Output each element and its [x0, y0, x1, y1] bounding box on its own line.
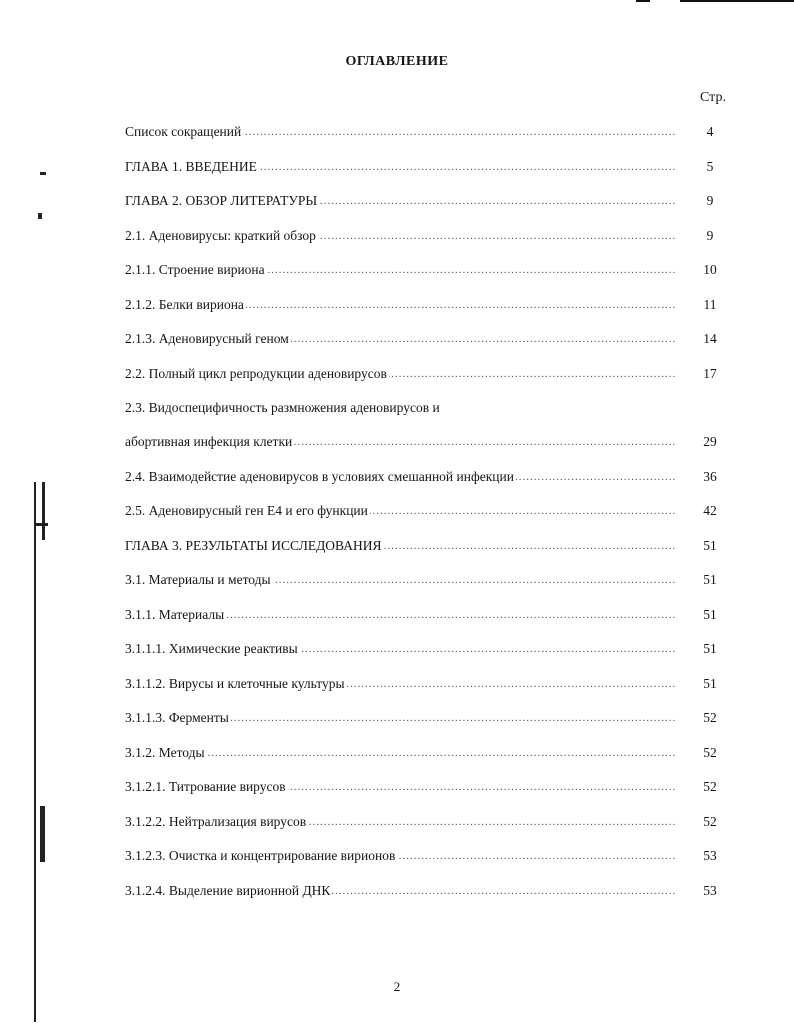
toc-entry[interactable]: [125, 295, 725, 315]
page-column-header: Стр.: [700, 90, 726, 105]
page-title: ОГЛАВЛЕНИЕ: [345, 54, 449, 69]
toc-entry[interactable]: [125, 122, 725, 142]
toc-entry-label: ГЛАВА 1. ВВЕДЕНИЕ: [125, 157, 259, 177]
toc-entry[interactable]: [125, 467, 725, 487]
toc-entry[interactable]: [125, 570, 725, 590]
toc-entry-label: 3.1.1. Материалы: [125, 605, 226, 625]
toc-entry[interactable]: [125, 743, 725, 763]
toc-entry-page: 17: [703, 366, 717, 381]
toc-entry[interactable]: [125, 846, 725, 866]
toc-entry-label: 2.4. Взаимодейстие аденовирусов в условиях смешанной инфекции: [125, 467, 516, 487]
toc-entry[interactable]: [125, 191, 725, 211]
toc-entry[interactable]: [125, 708, 725, 728]
toc-entry-label: 3.1.1.1. Химические реактивы: [125, 639, 300, 659]
toc-entry-label: 2.1.3. Аденовирусный геном: [125, 329, 291, 349]
toc-entry[interactable]: [125, 536, 725, 556]
toc-entry-label: 2.1. Аденовирусы: краткий обзор: [125, 226, 318, 246]
scan-artifact: [40, 172, 46, 175]
toc-entry-page: 51: [703, 676, 717, 691]
toc-entry-label: 3.1.2.2. Нейтрализация вирусов: [125, 812, 308, 832]
toc-entry-page: 14: [703, 331, 717, 346]
toc-entry-page: 29: [703, 434, 717, 449]
toc-entry-page: 52: [703, 710, 717, 725]
scan-artifact: [40, 806, 45, 862]
toc-entry-label: ГЛАВА 2. ОБЗОР ЛИТЕРАТУРЫ: [125, 191, 319, 211]
toc-entry[interactable]: [125, 812, 725, 832]
toc-entry[interactable]: [125, 605, 725, 625]
scan-artifact: [680, 0, 794, 2]
toc-entry-page: 9: [706, 193, 714, 208]
toc-entry[interactable]: [125, 157, 725, 177]
toc-entry-page: 51: [703, 538, 717, 553]
toc-entry-page: 53: [703, 848, 717, 863]
toc-entry-page: 5: [706, 159, 714, 174]
toc-entry-page: 51: [703, 572, 717, 587]
page-number: 2: [393, 979, 401, 994]
toc-entry-label: 3.1.2.4. Выделение вирионной ДНК: [125, 881, 332, 901]
toc-entry-page: 52: [703, 814, 717, 829]
scan-margin-line: [34, 482, 36, 1022]
toc-entry[interactable]: [125, 364, 725, 384]
toc-entry-page: 53: [703, 883, 717, 898]
toc-entry[interactable]: [125, 260, 725, 280]
toc-entry-label: Список сокращений: [125, 122, 243, 142]
toc-entry[interactable]: [125, 432, 725, 452]
toc-entry[interactable]: [125, 398, 725, 418]
toc-entry-label: 3.1. Материалы и методы: [125, 570, 273, 590]
toc-entry-page: 11: [703, 297, 717, 312]
toc-entry-page: 52: [703, 779, 717, 794]
scan-artifact: [636, 0, 650, 2]
toc-entry-label: 3.1.1.3. Ферменты: [125, 708, 231, 728]
scan-artifact: [42, 482, 45, 540]
scan-artifact: [38, 213, 42, 219]
toc-entry-label: 2.1.1. Строение вириона: [125, 260, 267, 280]
toc-entry-page: 36: [703, 469, 717, 484]
toc-entry-page: 52: [703, 745, 717, 760]
toc-entry-label: 3.1.2.3. Очистка и концентрирование вирионов: [125, 846, 397, 866]
toc-entry-label: 2.3. Видоспецифичность размножения аденовирусов и: [125, 398, 442, 418]
toc-entry-page: 10: [703, 262, 717, 277]
scan-artifact: [36, 523, 48, 526]
toc-entry-page: 42: [703, 503, 717, 518]
toc-entry-page: 4: [706, 124, 714, 139]
toc-entry[interactable]: [125, 639, 725, 659]
toc-entry-label: абортивная инфекция клетки: [125, 432, 294, 452]
toc-entry-label: 3.1.2.1. Титрование вирусов: [125, 777, 288, 797]
toc-entry-label: 2.5. Аденовирусный ген Е4 и его функции: [125, 501, 370, 521]
toc-entry-label: 3.1.1.2. Вирусы и клеточные культуры: [125, 674, 347, 694]
toc-entry[interactable]: [125, 777, 725, 797]
toc-entry[interactable]: [125, 881, 725, 901]
toc-entry[interactable]: [125, 329, 725, 349]
toc-entry-page: 51: [703, 607, 717, 622]
toc-entry-label: 2.1.2. Белки вириона: [125, 295, 246, 315]
toc-entry[interactable]: [125, 674, 725, 694]
toc-entry-page: 51: [703, 641, 717, 656]
toc-entry-page: 9: [706, 228, 714, 243]
toc-entry[interactable]: [125, 226, 725, 246]
toc-entry-label: ГЛАВА 3. РЕЗУЛЬТАТЫ ИССЛЕДОВАНИЯ: [125, 536, 383, 556]
toc-entry-label: 2.2. Полный цикл репродукции аденовирусов: [125, 364, 389, 384]
toc-entry[interactable]: [125, 501, 725, 521]
toc-entry-label: 3.1.2. Методы: [125, 743, 207, 763]
